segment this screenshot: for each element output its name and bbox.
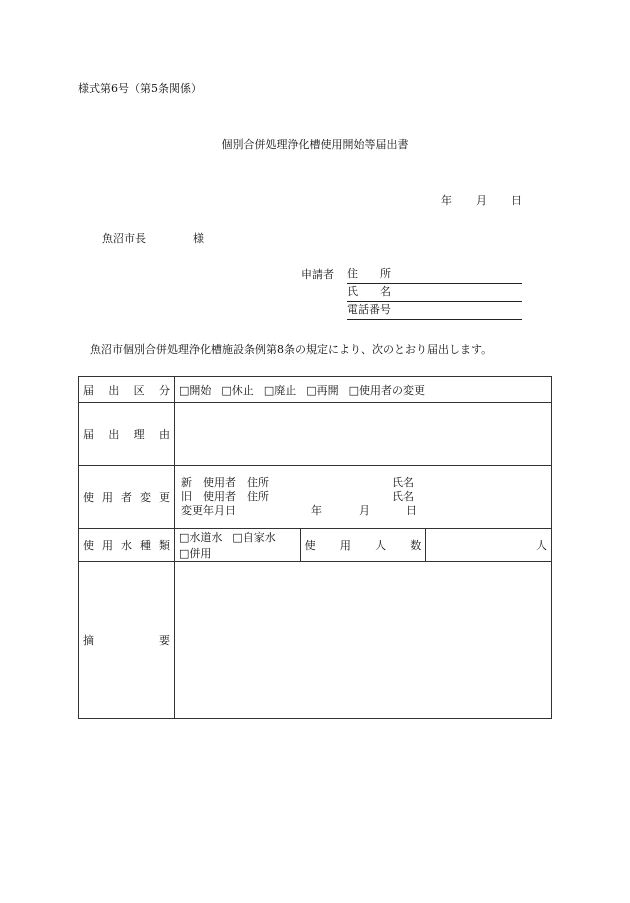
option-abolish-checkbox[interactable]: □廃止 bbox=[263, 383, 297, 397]
notification-type-options bbox=[175, 377, 552, 403]
water-type-label: 使用水種類 bbox=[79, 529, 175, 562]
table-row bbox=[79, 403, 552, 466]
option-private-water-checkbox[interactable]: □自家水 bbox=[232, 531, 276, 544]
persons-field[interactable] bbox=[426, 529, 552, 562]
addressee-honorific: 様 bbox=[193, 232, 204, 245]
option-combined-checkbox[interactable]: □併用 bbox=[179, 547, 212, 560]
change-year-label: 年 bbox=[311, 504, 322, 517]
new-user-name-label: 氏名 bbox=[392, 476, 414, 489]
applicant-phone-line[interactable] bbox=[347, 304, 522, 320]
table-row bbox=[79, 377, 552, 403]
option-resume-checkbox[interactable]: □再開 bbox=[306, 383, 339, 397]
date-day-label: 日 bbox=[511, 194, 522, 207]
new-user-address-label: 新 使用者 住所 bbox=[181, 476, 269, 489]
old-user-name-label: 氏名 bbox=[392, 490, 414, 503]
change-day-label: 日 bbox=[406, 504, 417, 517]
date-year-label: 年 bbox=[441, 194, 452, 207]
old-user-address-label: 旧 使用者 住所 bbox=[181, 490, 269, 503]
notification-type-label: 届出区分 bbox=[79, 377, 175, 403]
document-title: 個別合併処理浄化槽使用開始等届出書 bbox=[221, 138, 409, 151]
addressee bbox=[102, 233, 204, 244]
user-change-field[interactable] bbox=[175, 466, 552, 529]
option-tap-water-checkbox[interactable]: □水道水 bbox=[179, 531, 223, 544]
table-row bbox=[79, 466, 552, 529]
table-row bbox=[79, 529, 552, 562]
statement: 魚沼市個別合併処理浄化槽施設条例第8条の規定により、次のとおり届出します。 bbox=[90, 343, 493, 356]
reason-label: 届出理由 bbox=[79, 403, 175, 466]
table-row bbox=[79, 562, 552, 719]
change-month-label: 月 bbox=[359, 504, 370, 517]
option-suspend-checkbox[interactable]: □休止 bbox=[221, 383, 254, 397]
applicant-label: 申請者 bbox=[301, 268, 334, 281]
option-user-change-checkbox[interactable]: □使用者の変更 bbox=[348, 383, 426, 397]
form-number: 様式第6号（第5条関係） bbox=[78, 82, 202, 95]
change-date-label: 変更年月日 bbox=[181, 504, 236, 517]
applicant-phone-label: 電話番号 bbox=[347, 303, 391, 316]
applicant-address-line[interactable] bbox=[347, 268, 522, 284]
reason-field[interactable] bbox=[175, 403, 552, 466]
water-type-options bbox=[175, 529, 301, 562]
notification-table bbox=[78, 376, 552, 719]
applicant-name-label: 氏 名 bbox=[347, 285, 391, 298]
date-month-label: 月 bbox=[476, 194, 487, 207]
applicant-name-line[interactable] bbox=[347, 286, 522, 302]
remarks-label: 摘要 bbox=[79, 562, 175, 719]
persons-label: 使用人数 bbox=[300, 529, 426, 562]
user-change-label: 使用者変更 bbox=[79, 466, 175, 529]
applicant-address-label: 住 所 bbox=[347, 267, 391, 280]
option-start-checkbox[interactable]: □開始 bbox=[179, 383, 212, 397]
addressee-name: 魚沼市長 bbox=[102, 232, 146, 245]
persons-unit: 人 bbox=[536, 539, 547, 552]
remarks-field[interactable] bbox=[175, 562, 552, 719]
